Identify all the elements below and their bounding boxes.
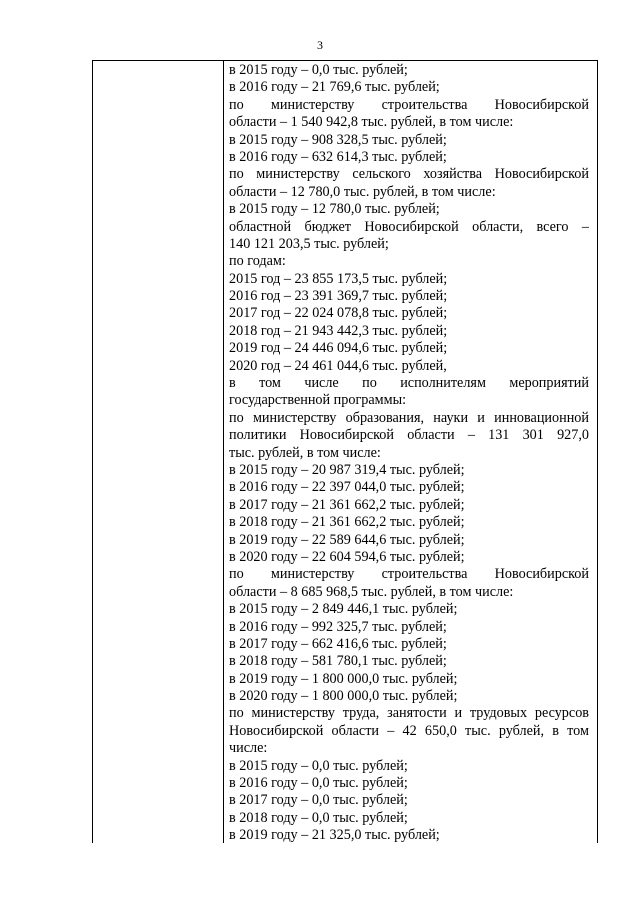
text-line: 2016 год – 23 391 369,7 тыс. рублей; (229, 288, 448, 305)
text-line: политики Новосибирской области – 131 301 927,0 (229, 427, 589, 444)
text-line: в 2018 году – 581 780,1 тыс. рублей; (229, 653, 447, 670)
text-line: в 2017 году – 0,0 тыс. рублей; (229, 792, 408, 809)
text-line: 140 121 203,5 тыс. рублей; (229, 235, 389, 252)
text-line: 2018 год – 21 943 442,3 тыс. рублей; (229, 322, 448, 339)
text-line: по министерству строительства Новосибирской (229, 96, 589, 113)
text-line: области – 1 540 942,8 тыс. рублей, в том числе: (229, 114, 514, 131)
text-line: в 2019 году – 21 325,0 тыс. рублей; (229, 827, 440, 844)
text-line: в 2018 году – 0,0 тыс. рублей; (229, 809, 408, 826)
text-line: в 2015 году – 2 849 446,1 тыс. рублей; (229, 601, 458, 618)
text-line: в 2020 году – 22 604 594,6 тыс. рублей; (229, 548, 465, 565)
text-line: в 2015 году – 0,0 тыс. рублей; (229, 62, 408, 78)
text-line: по министерству сельского хозяйства Новосибирской (229, 166, 589, 183)
text-line: областной бюджет Новосибирской области, всего – (229, 218, 589, 235)
text-line: по министерству образования, науки и инновационной (229, 409, 589, 426)
text-line: в 2016 году – 632 614,3 тыс. рублей; (229, 148, 447, 165)
text-line: в 2017 году – 662 416,6 тыс. рублей; (229, 635, 447, 652)
text-line: в 2015 году – 20 987 319,4 тыс. рублей; (229, 461, 465, 478)
text-line: в 2018 году – 21 361 662,2 тыс. рублей; (229, 514, 465, 531)
text-line: в 2016 году – 992 325,7 тыс. рублей; (229, 618, 447, 635)
text-line: 2015 год – 23 855 173,5 тыс. рублей; (229, 270, 448, 287)
text-line: тыс. рублей, в том числе: (229, 444, 381, 461)
text-line: в 2020 году – 1 800 000,0 тыс. рублей; (229, 688, 458, 705)
text-line: области – 12 780,0 тыс. рублей, в том числе: (229, 183, 496, 200)
text-line: государственной программы: (229, 392, 407, 409)
text-line: в 2019 году – 22 589 644,6 тыс. рублей; (229, 531, 465, 548)
text-line: в 2019 году – 1 800 000,0 тыс. рублей; (229, 670, 458, 687)
column-divider (223, 61, 224, 843)
text-line: Новосибирской области – 42 650,0 тыс. рублей, в том (229, 722, 589, 739)
text-line: 2019 год – 24 446 094,6 тыс. рублей; (229, 340, 448, 357)
table-right-column (229, 62, 589, 845)
text-line: области – 8 685 968,5 тыс. рублей, в том числе: (229, 583, 514, 600)
text-line: по министерству строительства Новосибирской (229, 566, 589, 583)
text-line: в 2017 году – 21 361 662,2 тыс. рублей; (229, 496, 465, 513)
table-left-column (93, 61, 223, 843)
text-line: 2017 год – 22 024 078,8 тыс. рублей; (229, 305, 448, 322)
text-line: в том числе по исполнителям мероприятий (229, 375, 589, 392)
text-line: в 2016 году – 22 397 044,0 тыс. рублей; (229, 479, 465, 496)
text-line: в 2016 году – 21 769,6 тыс. рублей; (229, 79, 440, 96)
text-line: по годам: (229, 253, 286, 270)
text-line: в 2015 году – 0,0 тыс. рублей; (229, 757, 408, 774)
page-number: 3 (317, 38, 323, 52)
text-line: в 2015 году – 908 328,5 тыс. рублей; (229, 131, 447, 148)
text-line: 2020 год – 24 461 044,6 тыс. рублей, (229, 357, 447, 374)
text-line: по министерству труда, занятости и трудовых ресурсов (229, 705, 589, 722)
text-line: в 2016 году – 0,0 тыс. рублей; (229, 775, 408, 792)
document-table (92, 60, 598, 843)
text-line: числе: (229, 740, 268, 757)
text-line: в 2015 году – 12 780,0 тыс. рублей; (229, 201, 440, 218)
